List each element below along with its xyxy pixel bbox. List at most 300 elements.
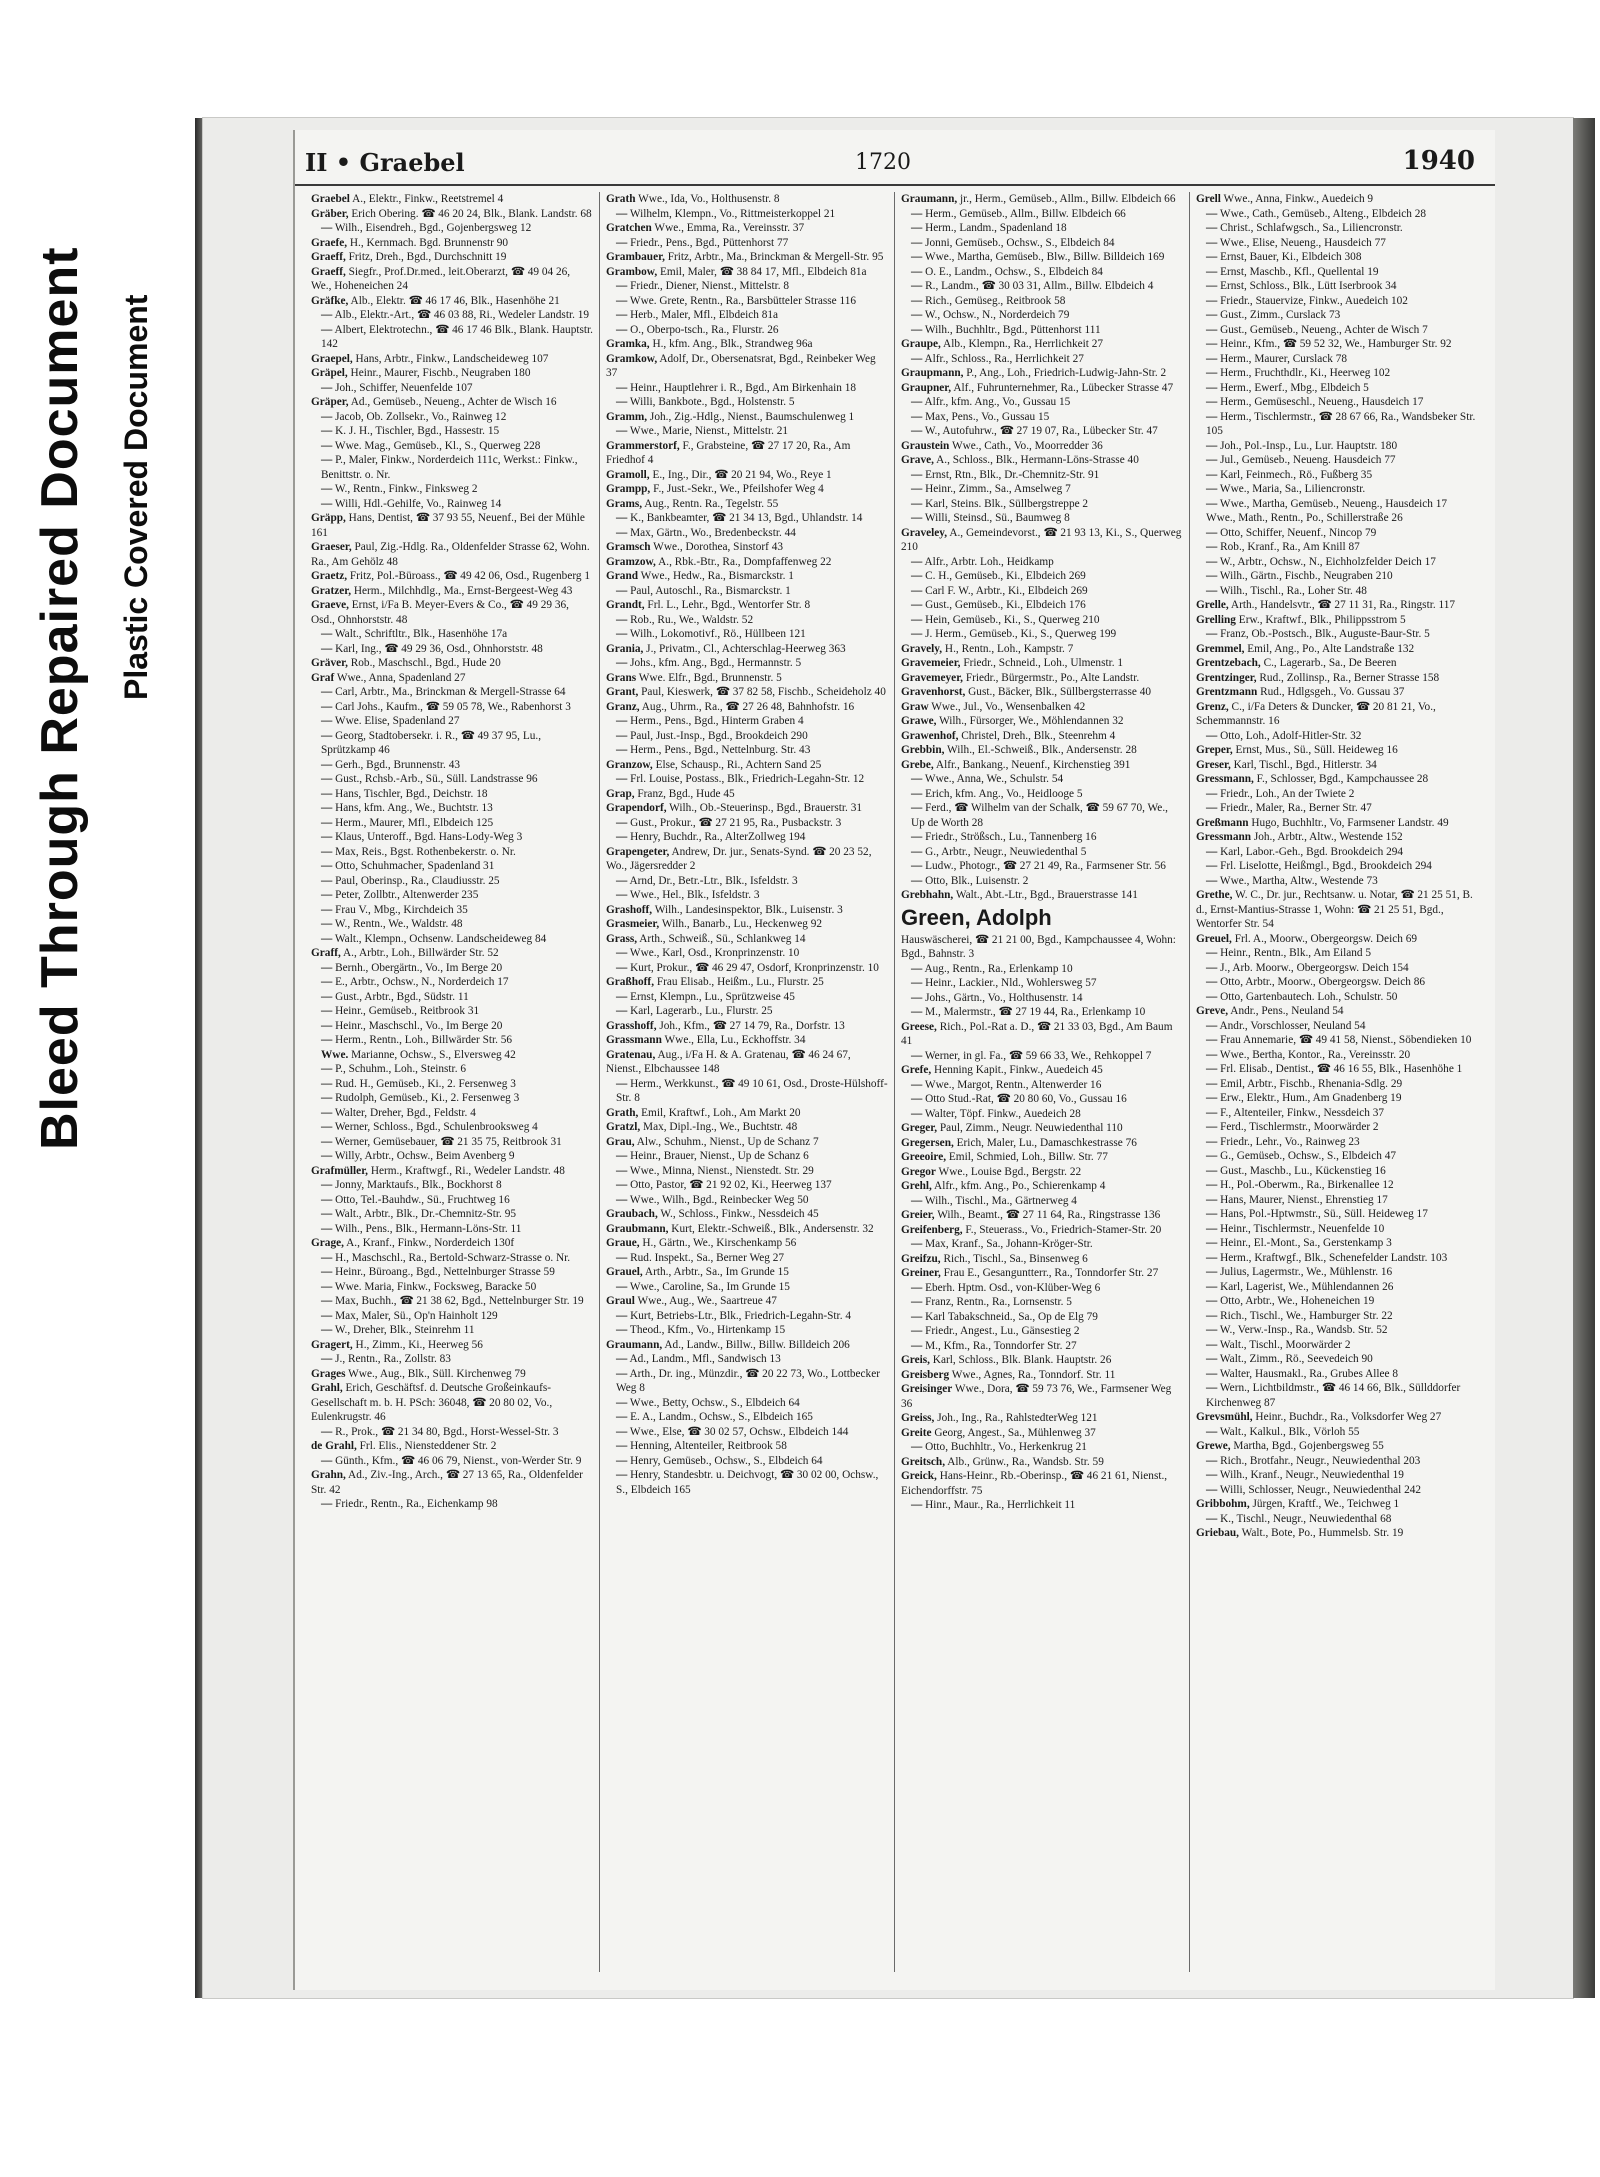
entry-details: Wilh., Lokomotivf., Rö., Hüllbeen 121 [627,628,806,640]
entry-details: Franz, Rentn., Ra., Lornsenstr. 5 [922,1296,1072,1308]
entry-name: Grehl, [901,1180,932,1192]
directory-entry [901,845,1183,860]
entry-details: H., Pol.-Oberwm., Ra., Birkenallee 12 [1217,1179,1394,1191]
directory-entry [1196,743,1479,758]
entry-name: — [911,1238,923,1250]
directory-entry [606,279,888,294]
entry-details: W., Schloss., Finkw., Nessdeich 45 [657,1208,819,1220]
directory-entry [1196,1367,1479,1382]
entry-name: Graeve, [311,599,349,611]
directory-entry [311,1004,593,1019]
entry-name: Grauel, [606,1266,643,1278]
entry-details: Henry, Gemüseb., Ochsw., S., Elbdeich 64 [627,1454,823,1467]
entry-name: — [321,932,333,945]
entry-name: — [616,280,628,292]
directory-entry [311,816,593,831]
directory-entry [311,1323,593,1338]
directory-entry [311,1033,593,1048]
directory-entry [606,221,888,236]
directory-entry [901,787,1183,802]
directory-entry [1196,1497,1479,1512]
directory-entry [1196,555,1479,570]
entry-name: — [911,831,923,843]
entry-name: Greese, [901,1020,937,1033]
directory-entry [606,932,888,947]
directory-entry [901,991,1183,1006]
directory-entry [1196,627,1479,642]
directory-entry [606,1048,888,1077]
entry-name: Grebbin, [901,744,945,756]
entry-name: — [321,1150,333,1162]
entry-name: Grahn, [311,1469,346,1481]
directory-entry [1196,1468,1479,1483]
entry-name: — [911,1281,923,1294]
entry-name: — [616,1425,628,1438]
directory-entry [606,729,888,744]
entry-name: — [321,990,333,1003]
entry-name: Gressmann [1196,831,1252,843]
directory-entry [1196,990,1479,1005]
entry-name: Grentzebach, [1196,657,1261,669]
entry-details: Rich., Tischl., Sa., Binsenweg 6 [940,1252,1088,1265]
entry-details: Hans, kfm. Ang., We., Buchtstr. 13 [332,802,493,814]
entry-details: M., Malermstr., ☎ 27 19 44, Ra., Erlenkamp 10 [922,1006,1146,1018]
entry-name: Graefe, [311,236,348,249]
directory-entry [311,1193,593,1208]
entry-details: Gust., Prokur., ☎ 27 21 95, Ra., Pusbackstr. 3 [627,816,842,829]
directory-entry [311,1425,593,1440]
entry-details: Joh., Kfm., ☎ 27 14 79, Ra., Dorfstr. 13 [656,1019,845,1032]
entry-details: Max, Reis., Bgst. Rothenbekerstr. o. Nr. [332,845,516,858]
entry-name: — [616,1164,628,1177]
entry-name: Graeser, [311,541,352,553]
entry-details: Alb., Elektr. ☎ 46 17 46, Blk., Hasenhöhe 21 [348,294,560,307]
directory-entry [901,801,1183,830]
entry-name: — [1206,280,1218,292]
entry-details: Hans-Heinr., Rb.-Oberinsp., ☎ 46 21 61, Nienst., Eichendorffstr. 75 [901,1470,1168,1497]
directory-column-1 [305,192,600,1972]
directory-entry [1196,685,1479,700]
entry-details: Eberh. Hptm. Osd., von-Klüber-Weg 6 [922,1281,1101,1294]
entry-name: — [911,236,923,249]
directory-entry [606,1396,888,1411]
entry-details: Martha, Bgd., Gojenbergsweg 55 [1230,1440,1384,1452]
directory-entry [311,1178,593,1193]
entry-details: Alfr., Arbtr. Loh., Heidkamp [922,555,1054,568]
entry-name: — [321,1193,333,1206]
entry-details: Paul, Just.-Insp., Bgd., Brookdeich 290 [627,729,808,742]
entry-details: Peter, Zollbtr., Altenwerder 235 [332,889,479,901]
entry-name: — [1206,483,1218,495]
entry-details: Rob., Ru., We., Waldstr. 52 [627,613,754,626]
entry-name: — [321,1135,333,1148]
entry-name: Griebau, [1196,1527,1239,1539]
directory-entry [1196,1236,1479,1251]
entry-name: — [616,1280,628,1293]
entry-details: Wwe. Maria, Finkw., Focksweg, Baracke 50 [332,1280,537,1293]
entry-name: Gravemeier, [901,657,961,669]
entry-name: Grant, [606,686,639,698]
entry-details: Joh., Arbtr., Altw., Westende 152 [1251,831,1403,843]
directory-entry [1196,337,1479,352]
directory-entry [311,1149,593,1164]
entry-details: Georg, Stadtobersekr. i. R., ☎ 49 37 95, Lu., Sprützkamp 46 [321,729,542,756]
entry-details: Paul, Zig.-Hdlg. Ra., Oldenfelder Strasse 62, Wohn. Ra., Am Gehölz 48 [311,541,590,568]
entry-details: Wwe., Agnes, Ra., Tonndorf. Str. 11 [949,1368,1116,1381]
entry-name: Graepel, [311,352,353,365]
entry-name: — [911,497,923,510]
entry-name: Graveley, [901,526,948,539]
entry-details: Erw., Kraftwf., Blk., Philippsstrom 5 [1235,613,1406,626]
entry-details: jr., Herm., Gemüseb., Allm., Billw. Elbdeich 66 [957,193,1176,205]
entry-details: A., Arbtr., Loh., Billwärder Str. 52 [340,947,499,959]
directory-entry [606,758,888,773]
entry-details: Wilh., Kranf., Neugr., Neuwiedenthal 19 [1217,1469,1404,1481]
entry-details: Emil, Ang., Po., Alte Landstraße 132 [1244,642,1415,655]
directory-entry [311,830,593,845]
entry-details: Friedr., Angest., Lu., Gänsestieg 2 [922,1325,1080,1337]
directory-entry [1196,323,1479,338]
entry-details: Wwe., Cath., Vo., Moorredder 36 [949,439,1103,452]
entry-details: Wwe., Ella, Lu., Eckhoffstr. 34 [661,1034,806,1046]
entry-details: Wilh., Tischl., Ra., Loher Str. 48 [1217,584,1367,597]
entry-details: Wwe., Betty, Ochsw., S., Elbdeich 64 [627,1396,800,1409]
directory-entry [901,1281,1183,1296]
directory-entry [311,1106,593,1121]
entry-details: Emil, Schmied, Loh., Billw. Str. 77 [946,1151,1108,1163]
directory-entry [1196,207,1479,222]
entry-details: Erw., Elektr., Hum., Am Gnadenberg 19 [1217,1092,1402,1104]
entry-name: Granz, [606,700,640,713]
entry-details: Henry, Buchdr., Ra., AlterZollweg 194 [627,831,806,843]
entry-name: — [1206,1121,1218,1133]
entry-name: Grath [606,193,636,205]
entry-name: Gratzl, [606,1121,641,1133]
entry-details: Arth., Arbtr., Sa., Im Grunde 15 [642,1266,789,1278]
entry-name: — [616,1396,628,1409]
directory-entry [1196,772,1479,787]
entry-name: — [616,874,628,887]
entry-details: Friedr., Pens., Bgd., Püttenhorst 77 [627,236,789,249]
entry-details: Herb., Maler, Mfl., Elbdeich 81a [627,309,779,321]
entry-details: Herm., Fruchthdlr., Ki., Heerweg 102 [1217,367,1391,379]
entry-details: Rob., Maschschl., Bgd., Hude 20 [347,657,501,669]
entry-name: Grave, [901,454,934,466]
entry-details: Wilh., Beamt., ☎ 27 11 64, Ra., Ringstrasse 136 [934,1209,1161,1221]
directory-entry [311,845,593,860]
entry-name: — [1206,1222,1218,1235]
directory-entry [901,1150,1183,1165]
directory-entry [1196,294,1479,309]
directory-entry [606,468,888,483]
directory-entry [1196,1309,1479,1324]
directory-column-3 [895,192,1190,1972]
entry-name: Graubach, [606,1208,658,1220]
directory-entry [1196,1352,1479,1367]
entry-details: Wwe., Maria, Sa., Liliencronstr. [1217,483,1366,495]
entry-details: W., Dreher, Blk., Steinrehm 11 [332,1324,475,1336]
entry-name: — [911,1194,923,1207]
entry-details: Herm., Pens., Bgd., Nettelnburg. Str. 43 [627,744,811,756]
entry-details: F., Grabsteine, ☎ 27 17 20, Ra., Am Friedhof 4 [606,439,851,466]
entry-details: Herm., Ewerf., Mbg., Elbdeich 5 [1217,381,1369,394]
entry-name: — [911,584,923,597]
directory-entry [311,1468,593,1497]
entry-name: — [616,773,628,785]
entry-details: Alf., Fuhrunternehmer, Ra., Lübecker Strasse 47 [951,381,1174,394]
entry-details: Heinr., Lackier., Nld., Wohlersweg 57 [922,977,1097,989]
directory-entry [901,1498,1183,1513]
entry-details: H., Zimm., Ki., Heerweg 56 [352,1338,483,1351]
entry-name: — [321,642,333,655]
entry-name: — [616,1353,628,1365]
directory-entry [1196,410,1479,439]
entry-details: Rud., Zollinsp., Ra., Berner Strasse 158 [1256,671,1440,684]
entry-name: — [1206,1324,1218,1336]
directory-year: 1940 [1402,146,1475,176]
directory-entry [311,729,593,758]
directory-entry [606,1251,888,1266]
entry-details: Frl. L., Lehr., Bgd., Wentorfer Str. 8 [644,599,811,611]
entry-name: — [321,802,333,814]
directory-entry [311,1236,593,1251]
directory-entry [1196,352,1479,367]
entry-name: Grampp, [606,483,651,495]
directory-entry [1196,468,1479,483]
directory-entry [311,1381,593,1425]
entry-details: Herm., Landm., Spadenland 18 [922,222,1067,234]
entry-details: W., Verw.-Insp., Ra., Wandsb. Str. 52 [1217,1324,1388,1336]
directory-entry [606,511,888,526]
entry-details: Hans, Dentist, ☎ 37 93 55, Neuenf., Bei der Mühle 161 [311,512,585,539]
entry-details: Hans, Pol.-Hptwmstr., Sü., Süll. Heideweg 17 [1217,1208,1428,1220]
directory-entry [606,961,888,976]
entry-details: Max, Gärtn., Wo., Bredenbeckstr. 44 [627,526,796,539]
directory-entry [1196,758,1479,773]
entry-name: — [616,381,628,394]
entry-details: Wwe., Math., Rentn., Po., Schillerstraße 26 [1206,512,1403,524]
entry-name: — [321,1454,333,1467]
directory-entry [901,874,1183,889]
entry-details: Hinr., Maur., Ra., Herrlichkeit 11 [922,1499,1076,1511]
entry-name: — [911,1441,923,1453]
directory-entry [311,1280,593,1295]
entry-details: Max, Pens., Vo., Gussau 15 [922,410,1050,423]
entry-name: — [321,831,333,843]
entry-name: — [911,1049,923,1062]
entry-details: H., Kernmach. Bgd. Brunnenstr 90 [347,236,509,249]
entry-name: Greifzu, [901,1252,941,1265]
entry-details: F., Just.-Sekr., We., Pfeilshofer Weg 4 [650,483,824,495]
entry-details: A., Gemeindevorst., ☎ 21 93 13, Ki., S., Querweg 210 [901,526,1182,553]
directory-entry [1196,1033,1479,1048]
entry-name: — [321,1251,333,1264]
entry-details: W., Rentn., We., Waldstr. 48 [332,918,463,930]
entry-name: Graw [901,700,929,713]
directory-entry [901,685,1183,700]
directory-entry [606,874,888,889]
directory-entry [606,1164,888,1179]
directory-entry [311,1091,593,1106]
directory-entry [901,642,1183,657]
entry-details: Frau V., Mbg., Kirchdeich 35 [332,903,468,916]
directory-entry [311,192,593,207]
entry-details: Rud., Hdlgsgeh., Vo. Gussau 37 [1257,686,1405,698]
entry-name: Graupe, [901,338,941,350]
entry-name: Gramka, [606,338,650,350]
entry-name: — [1206,1425,1218,1438]
entry-details: Heinr., Büroang., Bgd., Nettelnburger Strasse 59 [332,1266,555,1278]
entry-name: Greger, [901,1122,938,1134]
entry-details: K., Bankbeamter, ☎ 21 34 13, Bgd., Uhlandstr. 14 [627,512,863,524]
entry-name: — [1206,367,1218,379]
entry-name: — [911,773,923,785]
entry-name: — [1206,1106,1218,1119]
entry-details: Carl F. W., Arbtr., Ki., Elbdeich 269 [922,584,1088,597]
directory-entry [606,685,888,700]
entry-details: Max, Kranf., Sa., Johann-Kröger-Str. [922,1238,1093,1250]
entry-name: — [1206,628,1218,640]
entry-name: Gräver, [311,657,348,669]
directory-entry [1196,265,1479,280]
entry-details: C., i/Fa Deters & Duncker, ☎ 20 81 21, Vo., Schemmannstr. 16 [1196,700,1436,727]
entry-name: Grefe, [901,1064,932,1076]
entry-details: Karl, Lagerist, We., Mühlendannen 26 [1217,1280,1394,1293]
directory-entry [311,859,593,874]
directory-entry [606,1193,888,1208]
directory-entry [901,221,1183,236]
directory-entry [311,294,593,309]
entry-details: Wwe., Else, ☎ 30 02 57, Ochsw., Elbdeich 144 [627,1425,849,1438]
directory-entry [311,1265,593,1280]
directory-entry [901,1353,1183,1368]
entry-name: — [616,961,628,974]
entry-name: Greick, [901,1470,937,1482]
entry-name: — [1206,860,1218,872]
directory-entry [1196,1120,1479,1135]
entry-name: Gremmel, [1196,642,1245,655]
directory-entry [901,1252,1183,1267]
entry-name: — [1206,1164,1218,1177]
directory-entry [1196,1439,1479,1454]
entry-name: — [911,613,923,626]
entry-details: Friedr., Bürgermstr., Po., Alte Landstr. [963,671,1140,684]
directory-entry [1196,961,1479,976]
directory-entry [311,540,593,569]
entry-name: — [1206,874,1218,887]
entry-name: Graupmann, [901,367,964,379]
directory-entry [1196,598,1479,613]
entry-details: Wwe., Anna, We., Schulstr. 54 [922,773,1064,785]
directory-entry [606,323,888,338]
entry-name: — [321,845,333,858]
entry-name: Graetz, [311,570,348,582]
entry-name: — [321,1179,333,1191]
directory-entry [311,787,593,802]
entry-name: — [616,425,628,437]
directory-entry [311,685,593,700]
entry-details: Walt., Kalkul., Blk., Vörloh 55 [1217,1425,1360,1438]
entry-details: Alb., Klempn., Ra., Herrlichkeit 27 [940,338,1104,350]
entry-name: — [321,874,333,887]
entry-details: Andr., Pens., Neuland 54 [1228,1005,1344,1017]
entry-details: Karl Tabakschneid., Sa., Op de Elg 79 [922,1310,1098,1323]
entry-name: Greiner, [901,1267,941,1279]
directory-entry [606,1294,888,1309]
entry-details: Wern., Lichtbildmstr., ☎ 46 14 66, Blk., Süllddorfer Kirchenweg 87 [1206,1382,1461,1409]
entry-details: Joh., Pol.-Insp., Lu., Lur. Hauptstr. 180 [1217,439,1398,452]
entry-name: — [321,439,333,452]
entry-details: Karl, Lagerarb., Lu., Flurstr. 25 [627,1005,773,1017]
entry-name: — [1206,1454,1218,1467]
entry-name: Granzow, [606,758,653,771]
entry-details: Arth., Schweiß., Sü., Schlankweg 14 [637,932,806,945]
directory-entry [901,1020,1183,1049]
entry-details: Paul, Zimm., Neugr. Neuwiedenthal 110 [937,1122,1123,1134]
entry-details: C. H., Gemüseb., Ki., Elbdeich 269 [922,570,1086,582]
entry-details: Wilh., Ob.-Steuerinsp., Bgd., Brauerstr. 31 [666,802,863,814]
entry-details: Joh., Schiffer, Neuenfelde 107 [332,381,473,394]
entry-name: — [321,454,333,466]
entry-details: Wwe., Margot, Rentn., Altenwerder 16 [922,1078,1102,1091]
directory-entry [606,845,888,874]
directory-entry [1196,497,1479,512]
entry-details: Ernst, Mus., Sü., Süll. Heideweg 16 [1232,744,1398,756]
entry-details: Wwe. Elise, Spadenland 27 [332,715,460,727]
entry-details: Ad., Landm., Mfl., Sandwisch 13 [627,1353,781,1365]
entry-name: — [911,425,923,437]
entry-details: Werner, Gemüsebauer, ☎ 21 35 75, Reitbrook 31 [332,1135,562,1148]
entry-details: F., Steuerass., Vo., Friedrich-Stamer-Str. 20 [962,1223,1162,1236]
entry-details: Wwe. Elfr., Bgd., Brunnenstr. 5 [636,671,782,684]
entry-details: Fritz, Pol.-Büroass., ☎ 49 42 06, Osd., Rugenberg 1 [347,570,591,582]
entry-name: — [321,1425,333,1438]
directory-entry [1196,395,1479,410]
entry-name: Gratenau, [606,1048,656,1061]
entry-name: — [1206,555,1218,568]
directory-entry [311,569,593,584]
entry-name: Gribbohm, [1196,1498,1250,1510]
directory-entry [606,1323,888,1338]
entry-details: Friedr., Strößsch., Lu., Tannenberg 16 [922,831,1097,843]
directory-entry [901,1179,1183,1194]
entry-name: — [1206,976,1218,988]
directory-entry [1196,1454,1479,1469]
entry-name: — [1206,1092,1218,1104]
directory-entry [311,714,593,729]
entry-details: Wwe., Hel., Blk., Isfeldstr. 3 [627,889,760,901]
directory-entry [901,933,1183,962]
entry-name: — [616,947,628,959]
directory-entry [1196,482,1479,497]
directory-entry [606,308,888,323]
entry-name: Gressmann, [1196,773,1254,785]
directory-entry [1196,1251,1479,1266]
entry-details: Ferd., ☎ Wilhelm van der Schalk, ☎ 59 67 70, We., Up de Worth 28 [911,802,1168,829]
directory-entry [901,1426,1183,1441]
entry-name: — [616,584,628,597]
entry-details: Gust., Gemüseb., Ki., Elbdeich 176 [922,599,1086,611]
entry-name: Gräpp, [311,512,346,524]
entry-details: A., Rbk.-Btr., Ra., Dompfaffenweg 22 [655,555,832,568]
entry-name: — [1206,541,1218,553]
entry-name: Graebel [311,193,350,205]
directory-entry [1196,381,1479,396]
directory-entry [311,323,593,352]
directory-entry [1196,1512,1479,1527]
entry-name: — [911,352,923,365]
directory-entry [606,627,888,642]
